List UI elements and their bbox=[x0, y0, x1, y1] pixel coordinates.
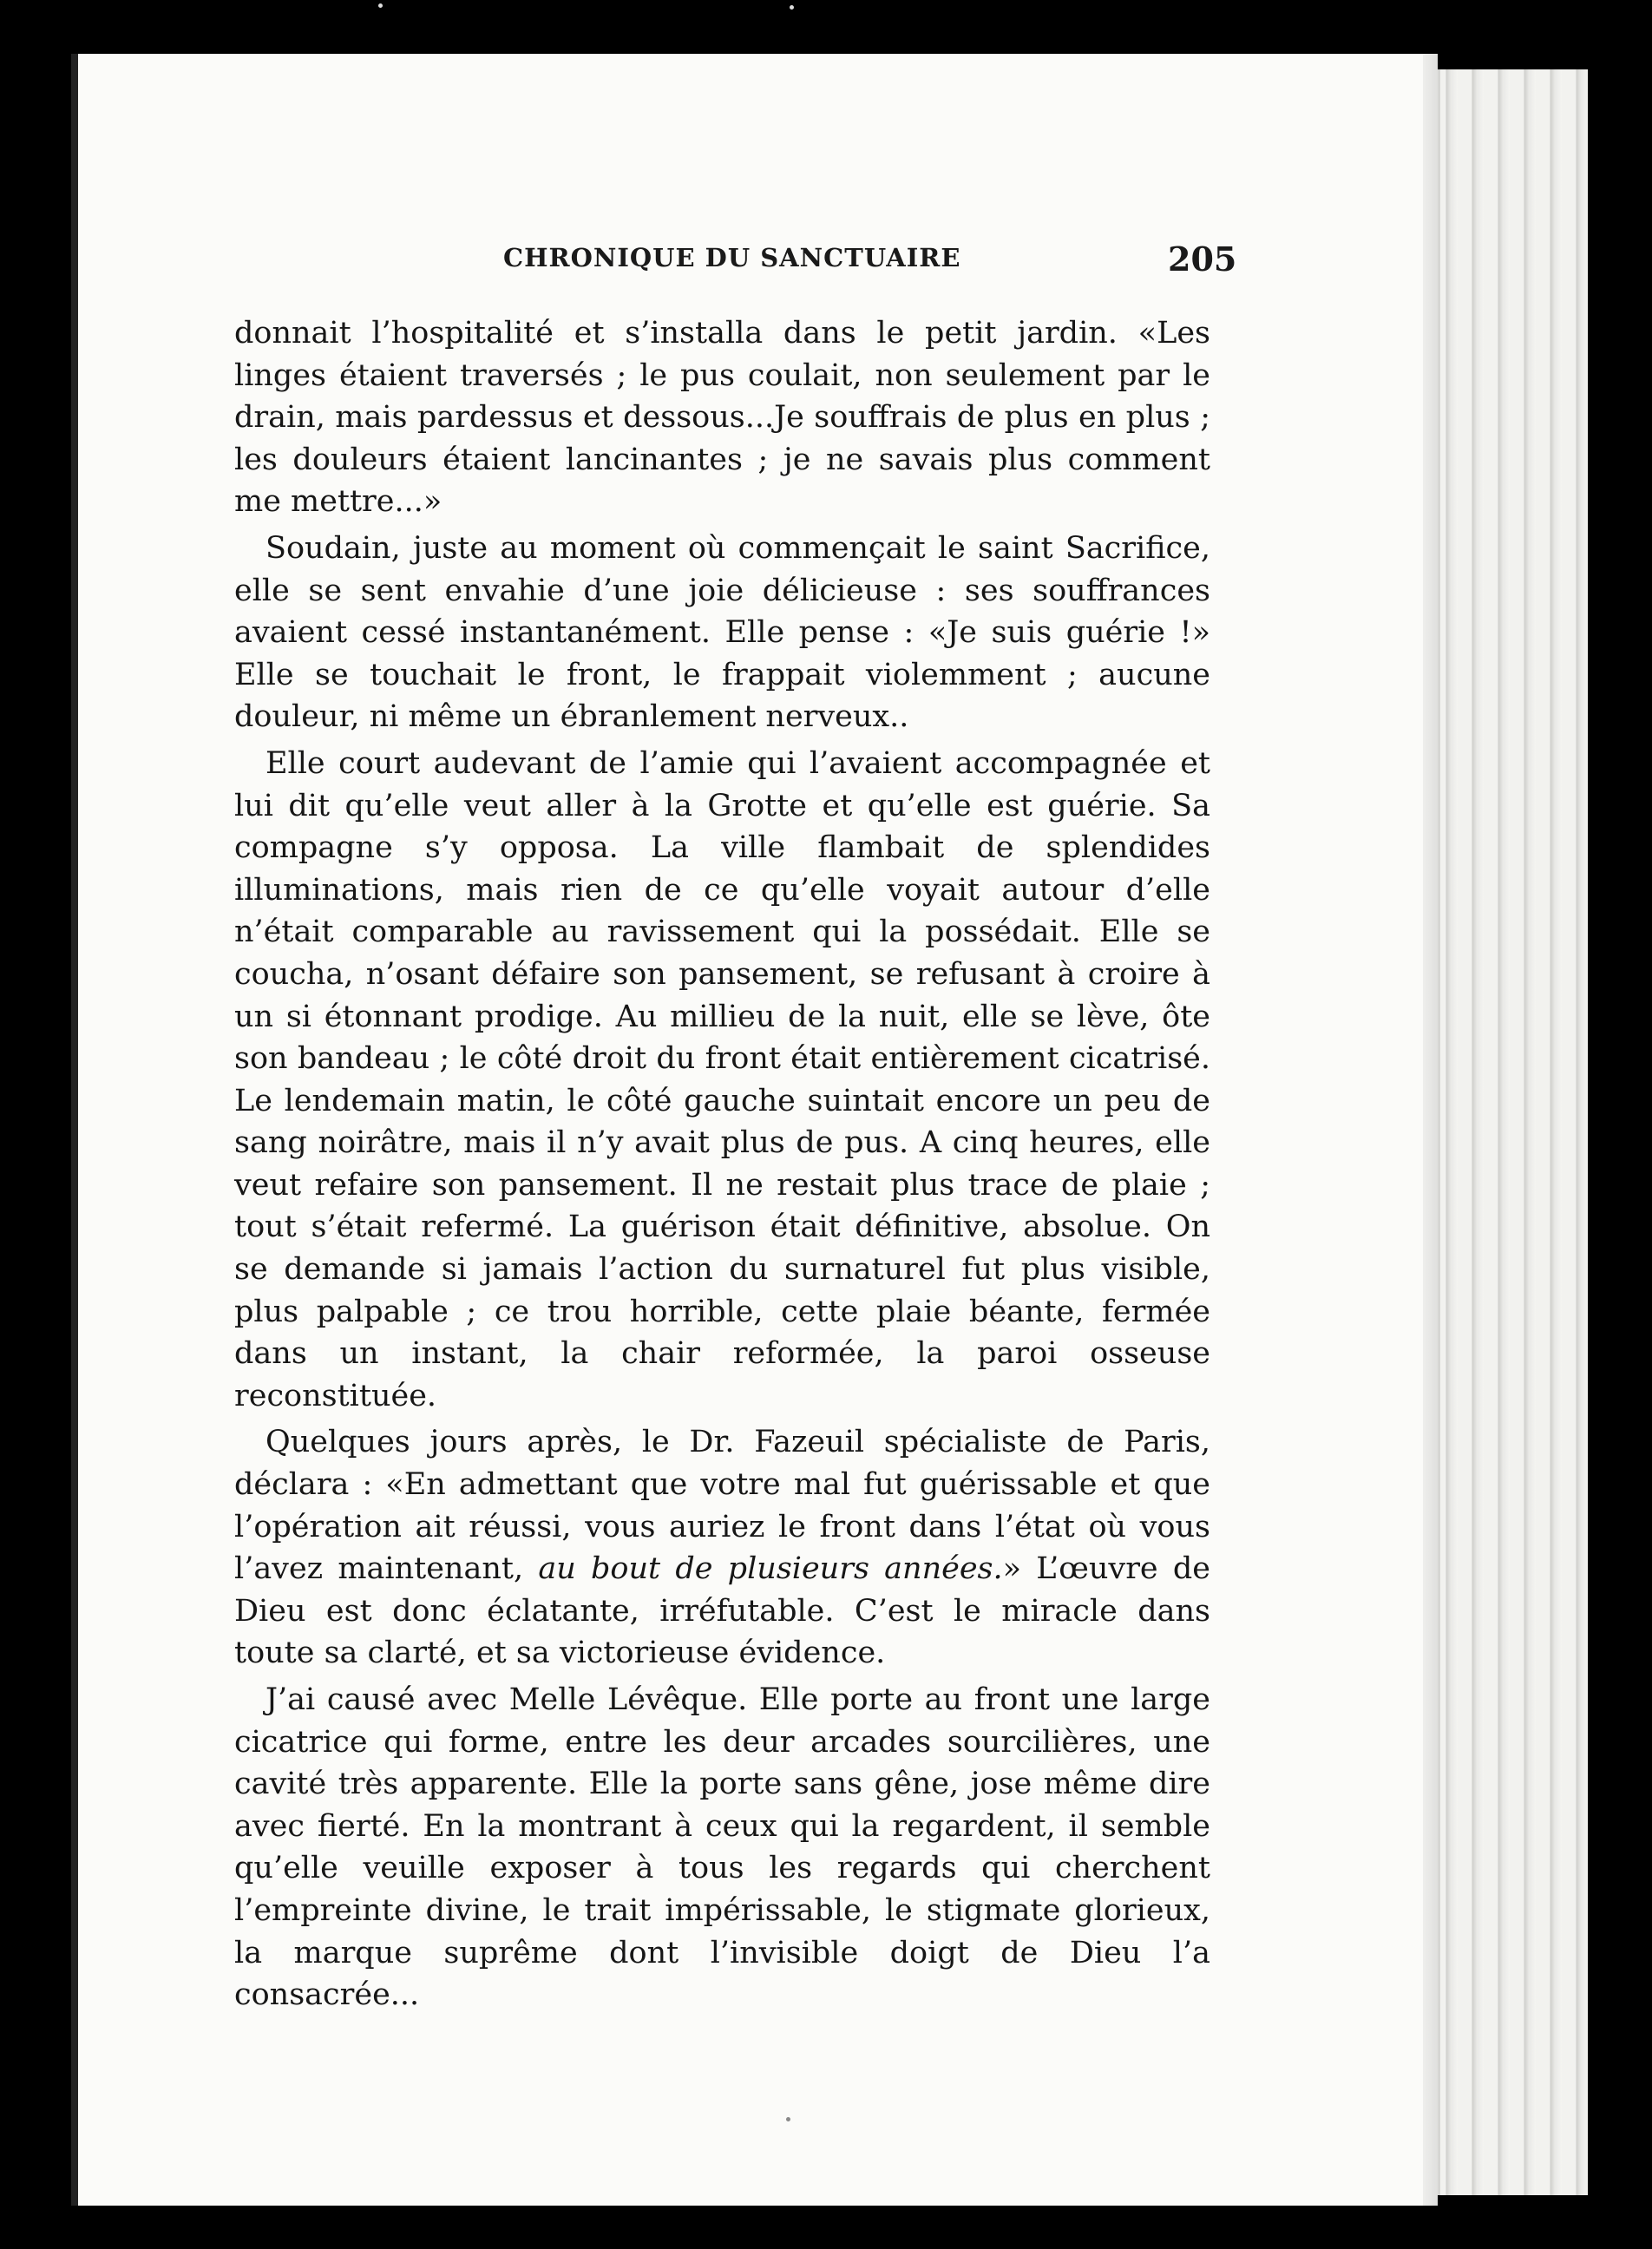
paragraph-4-start: Quelques jours après, le Dr. Fazeuil spécialiste de Paris, déclara : «En admettant que votre mal fut guérissable et que l’opération ait réussi, vous auriez le front dans l’état où vous l’avez maintenant, bbox=[234, 1425, 1210, 1587]
scan-speck bbox=[786, 2117, 790, 2121]
scan-speck bbox=[378, 3, 383, 8]
paragraph-4-end: » L’œuvre de Dieu est donc éclatante, irréfutable. C’est le miracle dans toute sa clarté, et sa victorieuse évidence. bbox=[234, 1551, 1211, 1671]
paragraph-3: Elle court audevant de l’amie qui l’avaient accompagnée et lui dit qu’elle veut aller à la Grotte et qu’elle est guérie. Sa compagne s’y opposa. La ville flambait de splendides illuminations, mais rien de ce qu’elle voyait autour d’elle n’était comparable au ravissement qui la possédait. Elle se coucha, n’osant défaire son pansement, se refusant à croire à un si étonnant prodige. Au millieu de la nuit, elle se lève, ôte son bandeau ; le côté droit du front était entièrement cicatrisé. Le lendemain matin, le côté gauche suintait encore un peu de sang noirâtre, mais il n’y avait plus de pus. A cinq heures, elle veut refaire son pansement. Il ne restait plus trace de plaie ; tout s’était refermé. La guérison était définitive, absolue. On se demande si jamais l’action du surnaturel fut plus visible, plus palpable ; ce trou horrible, cette plaie béante, fermée dans un instant, la chair reformée, la paroi osseuse reconstituée. bbox=[234, 745, 1210, 1413]
running-head: CHRONIQUE DU SANCTUAIRE bbox=[503, 243, 961, 272]
paragraph-4-italic: au bout de plusieurs années. bbox=[538, 1551, 1003, 1587]
paragraph-4 bbox=[234, 1421, 1210, 1675]
spine-shadow bbox=[71, 54, 78, 2206]
page-stack-edges bbox=[1432, 69, 1588, 2195]
page-number: 205 bbox=[1168, 239, 1237, 279]
body-text bbox=[234, 312, 1210, 2016]
paragraph-1: donnait l’hospitalité et s’installa dans le petit jardin. «Les linges étaient traversés ; le pus coulait, non seulement par le drain, mais pardessus et dessous...Je souffrais de plus en plus ; les douleurs étaient lancinantes ; je ne savais plus comment me mettre...» bbox=[234, 316, 1210, 520]
paragraph-5: J’ai causé avec Melle Lévêque. Elle porte au front une large cicatrice qui forme, entre les deur arcades sourcilières, une cavité très apparente. Elle la porte sans gêne, jose même dire avec fierté. En la montrant à ceux qui la regardent, il semble qu’elle veuille exposer à tous les regards qui cherchent l’empreinte divine, le trait impérissable, le stigmate glorieux, la marque suprême dont l’invisible doigt de Dieu l’a consacrée... bbox=[234, 1682, 1210, 2013]
paragraph-2: Soudain, juste au moment où commençait le saint Sacrifice, elle se sent envahie d’une joie délicieuse : ses souffrances avaient cessé instantanément. Elle pense : «Je suis guérie !» Elle se touchait le front, le frappait violemment ; aucune douleur, ni même un ébranlement nerveux.. bbox=[234, 530, 1210, 735]
page-edge-shadow bbox=[1423, 54, 1440, 2206]
scan-speck bbox=[790, 5, 794, 10]
